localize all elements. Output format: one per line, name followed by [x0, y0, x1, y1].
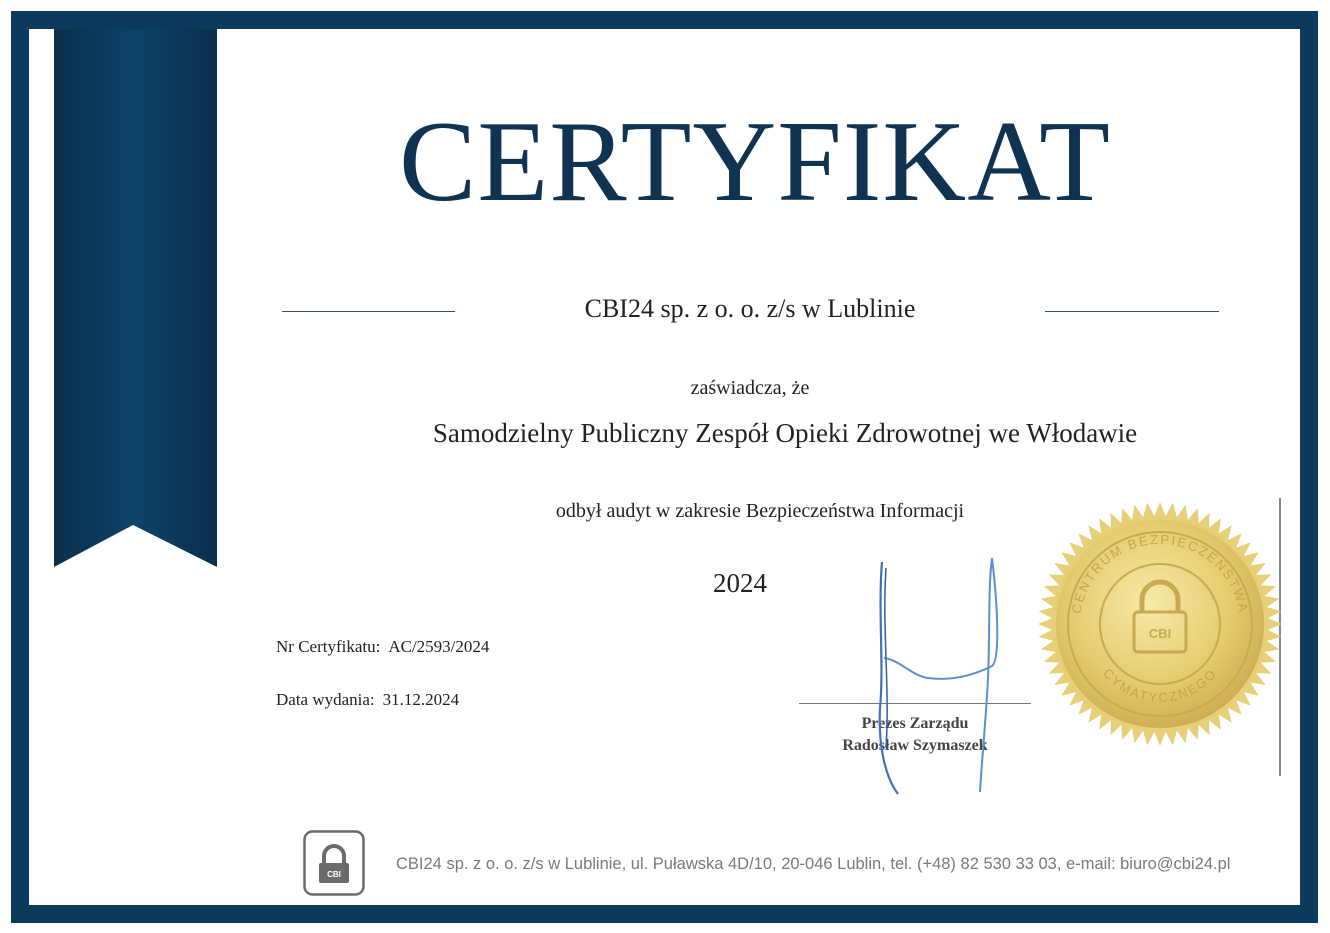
gold-seal [1036, 500, 1284, 748]
certificate-number [276, 637, 489, 657]
issue-date [276, 690, 459, 710]
issue-date-label: Data wydania: [276, 690, 375, 709]
certificate-number-value: AC/2593/2024 [388, 637, 490, 656]
footer-contact: CBI24 sp. z o. o. z/s w Lublinie, ul. Puławska 4D/10, 20-046 Lublin, tel. (+48) 82 530 33 03, e-mail: biuro@cbi24.pl [396, 855, 1231, 873]
handwritten-signature [860, 548, 1020, 808]
certificate-title: CERTYFIKAT [399, 98, 1111, 226]
signatory-role: Prezes Zarządu [861, 715, 969, 732]
seal-logo-text: CBI [1148, 626, 1172, 641]
certificate-number-label: Nr Certyfikatu: [276, 637, 381, 656]
attest-text: zaświadcza, że [690, 377, 810, 399]
recipient-name: Samodzielny Publiczny Zespół Opieki Zdrowotnej we Włodawie [432, 418, 1138, 448]
signatory-name: Radosław Szymaszek [842, 737, 988, 754]
cbi-lock-logo [303, 830, 365, 896]
footer-logo-text: CBI [327, 870, 341, 879]
certificate-year: 2024 [713, 568, 767, 598]
seal-text-top: CENTRUM BEZPIECZEŃSTWA [1068, 531, 1252, 615]
audit-scope: odbył audyt w zakresie Bezpieczeństwa Informacji [555, 500, 965, 522]
issue-date-value: 31.12.2024 [382, 690, 460, 709]
seal-text-bottom: CYMATYCZNEGO [1100, 665, 1220, 706]
issuer-name: CBI24 sp. z o. o. z/s w Lublinie [584, 294, 916, 323]
left-divider [282, 311, 455, 312]
right-divider [1045, 311, 1219, 312]
